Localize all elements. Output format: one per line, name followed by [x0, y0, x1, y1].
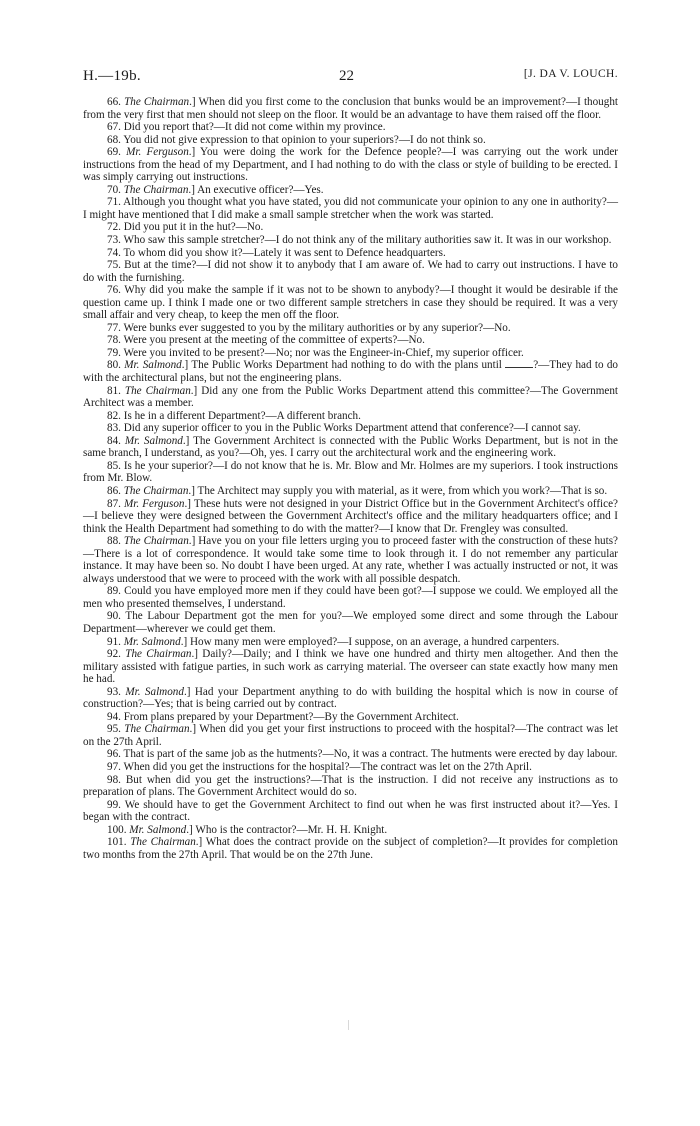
scan-mark [348, 1020, 349, 1030]
question-item [83, 259, 618, 284]
speaker-name: Mr. Salmond [125, 685, 184, 698]
question-item: 81. The Chairman.] Did any one from the Public Works Department attend this committee?—The Government Architect was a member. [83, 384, 618, 410]
question-number: 76. [107, 284, 121, 297]
question-text-tail: ?—They had to do with the architectural plans, but not the engineering plans. [83, 359, 618, 385]
question-item [83, 585, 618, 610]
question-item: 101. The Chairman.] What does the contract provide on the subject of completion?—It provides for completion two months from the 27th April. That would be on the 27th June. [83, 836, 618, 861]
witness-name: [J. DA V. LOUCH. [523, 68, 618, 80]
question-item [83, 610, 618, 635]
question-item: 87. Mr. Ferguson.] These huts were not designed in your District Office but in the Government Architect's office?—I believe they were designed between the Government Architect's office and the military headquarters office; and I think the Health Department had something to do with the matter?—I know that Dr. Frengley was consulted. [83, 497, 618, 535]
question-number: 96. [107, 748, 121, 761]
question-number: 82. [107, 409, 121, 422]
question-item [83, 121, 618, 134]
question-item [83, 711, 618, 724]
speaker-name: Mr. Ferguson [126, 146, 189, 159]
question-number: 72. [107, 221, 121, 234]
question-number: 77. [107, 321, 121, 334]
question-text: Is he your superior?—I do not know that he is. Mr. Blow and Mr. Holmes are my superiors. I took instructions from Mr. Blow. [83, 459, 618, 485]
question-number: 87. [107, 497, 121, 510]
question-item [83, 284, 618, 322]
question-text: You were doing the work for the Defence people?—I was carrying out the work under instructions from the head of my Department, and I had nothing to do with the class or style of building to be erected. I was simply carrying out instructions. [83, 146, 618, 184]
question-item: 93. Mr. Salmond.] Had your Department anything to do with building the hospital which is now in course of construction?—Yes; that is being carried out by contract. [83, 685, 618, 711]
question-text: How many men were employed?—I suppose, on an average, a hundred carpenters. [189, 635, 560, 648]
page-number: 22 [339, 68, 354, 84]
question-number: 67. [107, 121, 121, 134]
question-text: To whom did you show it?—Lately it was sent to Defence headquarters. [123, 246, 446, 259]
question-number: 85. [107, 459, 121, 472]
question-number: 80. [107, 359, 121, 372]
question-item [83, 347, 618, 360]
question-text: Had your Department anything to do with building the hospital which is now in course of construction?—Yes; that is being carried out by contract. [83, 685, 618, 711]
question-text: Did any one from the Public Works Department attend this committee?—The Government Architect was a member. [83, 384, 618, 410]
question-item [83, 234, 618, 247]
question-text: These huts were not designed in your District Office but in the Government Architect's office?—I believe they were designed between the Government Architect's office and the military headquarters office; and I think the Health Department had something to do with the matter?—I know that Dr. Frengley was consulted. [83, 497, 618, 535]
question-number: 86. [107, 484, 121, 497]
question-text: Who saw this sample stretcher?—I do not think any of the military authorities saw it. It was in our workshop. [123, 234, 612, 247]
question-text: When did you get the instructions for the hospital?—The contract was let on the 27th April. [123, 760, 532, 773]
speaker-name: Mr. Salmond [129, 823, 187, 836]
question-item [83, 322, 618, 335]
question-item: 66. The Chairman.] When did you first come to the conclusion that bunks would be an improvement?—I thought from the very first that men should not sleep on the floor. It would be an advantage to have them raised off the floor. [83, 96, 618, 121]
question-item: 84. Mr. Salmond.] The Government Architect is connected with the Public Works Department, but is not in the same branch, I understand, as you?—Oh, yes. I carry out the architectural work and the engineering work. [83, 434, 618, 460]
speaker-name: The Chairman [124, 96, 190, 108]
question-item [83, 134, 618, 147]
speaker-name: The Chairman [123, 535, 189, 548]
question-number: 95. [107, 723, 121, 736]
question-text: When did you get your first instructions to proceed with the hospital?—The contract was let on the 27th April. [83, 723, 618, 748]
speaker-name: The Chairman [124, 723, 190, 736]
question-number: 91. [107, 635, 121, 648]
question-text: But when did you get the instructions?—That is the instruction. I did not receive any instructions as to preparation of plans. The Government Architect would do so. [83, 773, 618, 799]
speaker-name: Mr. Salmond [123, 635, 181, 648]
question-text: Could you have employed more men if they could have been got?—I suppose we could. We employed all the men who presented themselves, I understand. [83, 585, 618, 610]
question-item: 88. The Chairman.] Have you on your file letters urging you to proceed faster with the construction of these huts?—There is a lot of correspondence. It would take some time to look through it. I do not remember any particular instance. It may have been so. No doubt I have been urged. At any rate, whether I was actually instructed or not, it was always understood that we were to proceed with the work with all possible despatch. [83, 535, 618, 585]
question-item [83, 334, 618, 347]
question-number: 70. [107, 183, 121, 196]
question-item: 80. Mr. Salmond.] The Public Works Department had nothing to do with the plans until ?—They had to do with the architectural plans, but not the engineering plans. [83, 359, 618, 385]
question-number: 94. [107, 710, 121, 723]
question-text: What does the contract provide on the subject of completion?—It provides for completion two months from the 27th April. That would be on the 27th June. [83, 836, 618, 861]
question-number: 93. [107, 685, 121, 698]
question-number: 78. [107, 334, 121, 347]
evidence-body [83, 96, 618, 861]
question-text: From plans prepared by your Department?—By the Government Architect. [123, 710, 459, 723]
question-text: The Government Architect is connected with the Public Works Department, but is not in the same branch, I understand, as you?—Oh, yes. I carry out the architectural work and the engineering work. [83, 434, 618, 460]
question-item: 70. The Chairman.] An executive officer?—Yes. [107, 183, 324, 196]
question-text: Were bunks ever suggested to you by the military authorities or by any superior?—No. [123, 321, 511, 334]
question-text: Although you thought what you have stated, you did not communicate your opinion to any one in authority?—I might have mentioned that I did make a small sample stretcher when the work was started. [83, 196, 618, 221]
question-item: 91. Mr. Salmond.] How many men were employed?—I suppose, on an average, a hundred carpenters. [107, 635, 560, 648]
speaker-name: The Chairman [130, 836, 196, 849]
question-number: 79. [107, 346, 121, 359]
question-number: 75. [107, 259, 121, 272]
question-number: 90. [107, 610, 121, 623]
question-text: An executive officer?—Yes. [197, 183, 324, 196]
question-item [83, 774, 618, 799]
speaker-name: The Chairman [123, 484, 189, 497]
question-number: 71. [107, 196, 121, 209]
question-number: 69. [107, 146, 121, 159]
question-item [83, 748, 618, 761]
question-number: 92. [107, 648, 121, 661]
question-text: Who is the contractor?—Mr. H. H. Knight. [195, 823, 388, 836]
question-number: 81. [107, 384, 121, 397]
blank-dash [505, 364, 533, 368]
question-number: 74. [107, 246, 121, 259]
question-number: 83. [107, 422, 121, 435]
question-item: 100. Mr. Salmond.] Who is the contractor?—Mr. H. H. Knight. [107, 823, 388, 836]
question-text: Have you on your file letters urging you to proceed faster with the construction of these huts?—There is a lot of correspondence. It would take some time to look through it. I do not remember any particular instance. It may have been so. No doubt I have been urged. At any rate, whether I was actually instructed or not, it was always understood that we were to proceed with the work with all possible despatch. [83, 535, 618, 585]
speaker-name: Mr. Ferguson [123, 497, 185, 510]
question-number: 68. [107, 133, 121, 146]
question-text: The Public Works Department had nothing to do with the plans until [191, 359, 502, 372]
question-item [83, 410, 618, 423]
page-header [83, 68, 618, 88]
question-item [83, 221, 618, 234]
question-text: But at the time?—I did not show it to anybody that I am aware of. We had to carry out instructions. I have to do with the furnishing. [83, 259, 618, 284]
document-series: H.—19b. [83, 68, 141, 84]
question-text: Why did you make the sample if it was not to be shown to anybody?—I thought it would be desirable if the question came up. I think I made one or two different sample stretchers in case they should be required. It was a very small affair and very cheap, to keep the men off the floor. [83, 284, 618, 322]
question-text: Did you put it in the hut?—No. [123, 221, 264, 234]
question-item [83, 422, 618, 435]
speaker-name: The Chairman [123, 183, 189, 196]
question-item [83, 247, 618, 260]
question-number: 101. [107, 836, 127, 849]
question-item: 95. The Chairman.] When did you get your first instructions to proceed with the hospital?—The contract was let on the 27th April. [83, 723, 618, 748]
question-text: Did you report that?—It did not come within my province. [123, 121, 386, 134]
question-text: The Labour Department got the men for you?—We employed some direct and some through the Labour Department—wherever we could get them. [83, 610, 618, 635]
question-text: Were you present at the meeting of the committee of experts?—No. [123, 334, 425, 347]
speaker-name: The Chairman [125, 648, 192, 661]
question-number: 89. [107, 585, 121, 598]
question-text: Were you invited to be present?—No; nor was the Engineer-in-Chief, my superior officer. [123, 346, 524, 359]
speaker-name: Mr. Salmond [124, 434, 183, 447]
question-item [83, 799, 618, 824]
question-text: When did you first come to the conclusion that bunks would be an improvement?—I thought from the very first that men should not sleep on the floor. It would be an advantage to have them raised off the floor. [83, 96, 618, 121]
question-number: 66. [107, 96, 121, 108]
question-text: Did any superior officer to you in the Public Works Department attend that conference?—I cannot say. [123, 422, 581, 435]
question-number: 98. [107, 773, 121, 786]
question-number: 99. [107, 798, 121, 811]
question-number: 73. [107, 234, 121, 247]
question-item: 86. The Chairman.] The Architect may supply you with material, as it were, from which you work?—That is so. [107, 484, 608, 497]
question-text: You did not give expression to that opinion to your superiors?—I do not think so. [123, 133, 486, 146]
question-text: We should have to get the Government Architect to find out when he was first instructed about it?—Yes. I began with the contract. [83, 798, 618, 824]
question-number: 97. [107, 760, 121, 773]
question-number: 100. [107, 823, 127, 836]
question-text: That is part of the same job as the hutments?—No, it was a contract. The hutments were erected by day labour. [123, 748, 618, 761]
speaker-name: Mr. Salmond [124, 359, 182, 372]
question-item [83, 460, 618, 485]
question-text: Is he in a different Department?—A different branch. [123, 409, 361, 422]
question-number: 88. [107, 535, 121, 548]
question-number: 84. [107, 434, 121, 447]
question-item [83, 761, 618, 774]
question-text: Daily?—Daily; and I think we have one hundred and thirty men altogether. And then the military assisted with fatigue parties, in such work as carrying material. The overseer can state exactly how many men he had. [83, 648, 619, 686]
question-text: The Architect may supply you with material, as it were, from which you work?—That is so. [197, 484, 608, 497]
question-item [83, 196, 618, 221]
question-item: 69. Mr. Ferguson.] You were doing the work for the Defence people?—I was carrying out the work under instructions from the head of my Department, and I had nothing to do with the class or style of building to be erected. I was simply carrying out instructions. [83, 146, 618, 184]
question-item: 92. The Chairman.] Daily?—Daily; and I think we have one hundred and thirty men altogether. And then the military assisted with fatigue parties, in such work as carrying material. The overseer can state exactly how many men he had. [83, 648, 619, 686]
speaker-name: The Chairman [124, 384, 191, 397]
